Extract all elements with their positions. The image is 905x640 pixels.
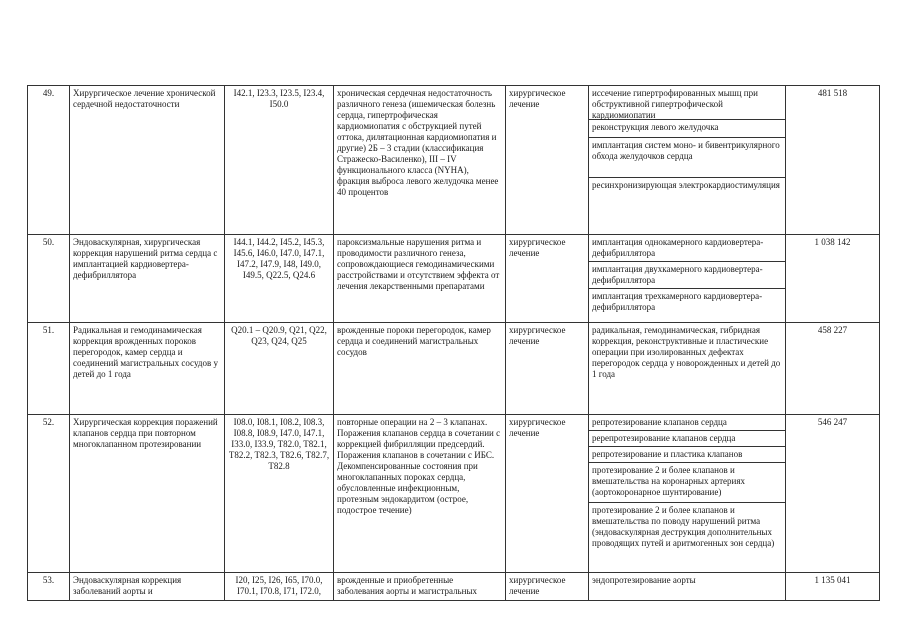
medical-services-table xyxy=(27,85,880,601)
method-item: репротезирование клапанов сердца xyxy=(592,417,727,427)
price: 546 247 xyxy=(786,415,880,573)
row-number: 51. xyxy=(28,323,70,415)
treatment-type: хирургическое лечение xyxy=(506,415,589,573)
treatment-type: хирургическое лечение xyxy=(506,323,589,415)
treatment-type: хирургическое лечение xyxy=(506,235,589,323)
patient-model: пароксизмальные нарушения ритма и проводимости различного генеза, сопровождающиеся гемодинамическими расстройствами и отсутствием эффекта от лечения лекарственными препаратами xyxy=(334,235,506,323)
treatment-methods xyxy=(589,86,786,235)
icd-codes: I42.1, I23.3, I23.5, I23.4, I50.0 xyxy=(225,86,334,235)
price: 458 227 xyxy=(786,323,880,415)
method-item: ререпротезирование клапанов сердца xyxy=(589,430,785,446)
method-item: имплантация однокамерного кардиовертера-дефибриллятора xyxy=(592,237,764,258)
service-name: Хирургическая коррекция поражений клапанов сердца при повторном многоклапанном протезировании xyxy=(70,415,225,573)
table-row xyxy=(28,415,880,573)
method-item: репротезирование и пластика клапанов xyxy=(589,446,785,462)
table-row xyxy=(28,235,880,323)
method-item: имплантация систем моно- и бивентрикулярного обхода желудочков сердца xyxy=(589,137,785,177)
method-item: имплантация двухкамерного кардиовертера-дефибриллятора xyxy=(589,261,785,288)
treatment-methods xyxy=(589,573,786,601)
service-name: Хирургическое лечение хронической сердечной недостаточности xyxy=(70,86,225,235)
icd-codes: I08.0, I08.1, I08.2, I08.3, I08.8, I08.9, I47.0, I47.1, I33.0, I33.9, T82.0, T82.1, T82.2, T82.3, T82.6, T82.7, T82.8 xyxy=(225,415,334,573)
method-item: имплантация трехкамерного кардиовертера-дефибриллятора xyxy=(589,288,785,314)
patient-model: повторные операции на 2 – 3 клапанах. Поражения клапанов сердца в сочетании с коррекцией фибрилляции предсердий. Поражения клапанов в сочетании с ИБС. Декомпенсированные состояния при многоклапанных пороках сердца, обусловленные инфекционным, протезным эндокардитом (острое, подострое течение) xyxy=(334,415,506,573)
row-number: 53. xyxy=(28,573,70,601)
row-number: 49. xyxy=(28,86,70,235)
table-row xyxy=(28,86,880,235)
table-row xyxy=(28,573,880,601)
icd-codes: I20, I25, I26, I65, I70.0, I70.1, I70.8, I71, I72.0, xyxy=(225,573,334,601)
service-name: Эндоваскулярная коррекция заболеваний аорты и xyxy=(70,573,225,601)
icd-codes: I44.1, I44.2, I45.2, I45.3, I45.6, I46.0, I47.0, I47.1, I47.2, I47.9, I48, I49.0, I49.5, Q22.5, Q24.6 xyxy=(225,235,334,323)
price: 1 038 142 xyxy=(786,235,880,323)
treatment-methods xyxy=(589,415,786,573)
icd-codes: Q20.1 – Q20.9, Q21, Q22, Q23, Q24, Q25 xyxy=(225,323,334,415)
method-item: эндопротезирование аорты xyxy=(592,575,696,585)
treatment-methods xyxy=(589,323,786,415)
method-item: протезирование 2 и более клапанов и вмешательства по поводу нарушений ритма (эндоваскулярная деструкция дополнительных проводящих путей и аритмогенных зон сердца) xyxy=(589,502,785,550)
service-name: Эндоваскулярная, хирургическая коррекция нарушений ритма сердца с имплантацией кардиовертера-дефибриллятора xyxy=(70,235,225,323)
treatment-methods xyxy=(589,235,786,323)
method-item: радикальная, гемодинамическая, гибридная коррекция, реконструктивные и пластические операции при изолированных дефектах перегородок сердца у новорожденных и детей до 1 года xyxy=(592,325,781,379)
price: 1 135 041 xyxy=(786,573,880,601)
table-row xyxy=(28,323,880,415)
patient-model: врожденные и приобретенные заболевания аорты и магистральных xyxy=(334,573,506,601)
price: 481 518 xyxy=(786,86,880,235)
method-item: иссечение гипертрофированных мышц при обструктивной гипертрофической кардиомиопатии xyxy=(592,88,758,120)
treatment-type: хирургическое лечение xyxy=(506,573,589,601)
row-number: 52. xyxy=(28,415,70,573)
method-item: протезирование 2 и более клапанов и вмешательства на коронарных артериях (аортокоронарное шунтирование) xyxy=(589,462,785,502)
patient-model: хроническая сердечная недостаточность различного генеза (ишемическая болезнь сердца, гипертрофическая кардиомиопатия с обструкцией путей оттока, дилятационная кардиомиопатия и другие) 2Б – 3 стадии (классификация Стражеско-Василенко), III – IV функционального класса (NYHA), фракция выброса левого желудочка менее 40 процентов xyxy=(334,86,506,235)
treatment-type: хирургическое лечение xyxy=(506,86,589,235)
row-number: 50. xyxy=(28,235,70,323)
service-name: Радикальная и гемодинамическая коррекция врожденных пороков перегородок, камер сердца и соединений магистральных сосудов у детей до 1 года xyxy=(70,323,225,415)
method-item: ресинхронизирующая электрокардиостимуляция xyxy=(589,177,785,192)
patient-model: врожденные пороки перегородок, камер сердца и соединений магистральных сосудов xyxy=(334,323,506,415)
method-item: реконструкция левого желудочка xyxy=(589,119,785,137)
